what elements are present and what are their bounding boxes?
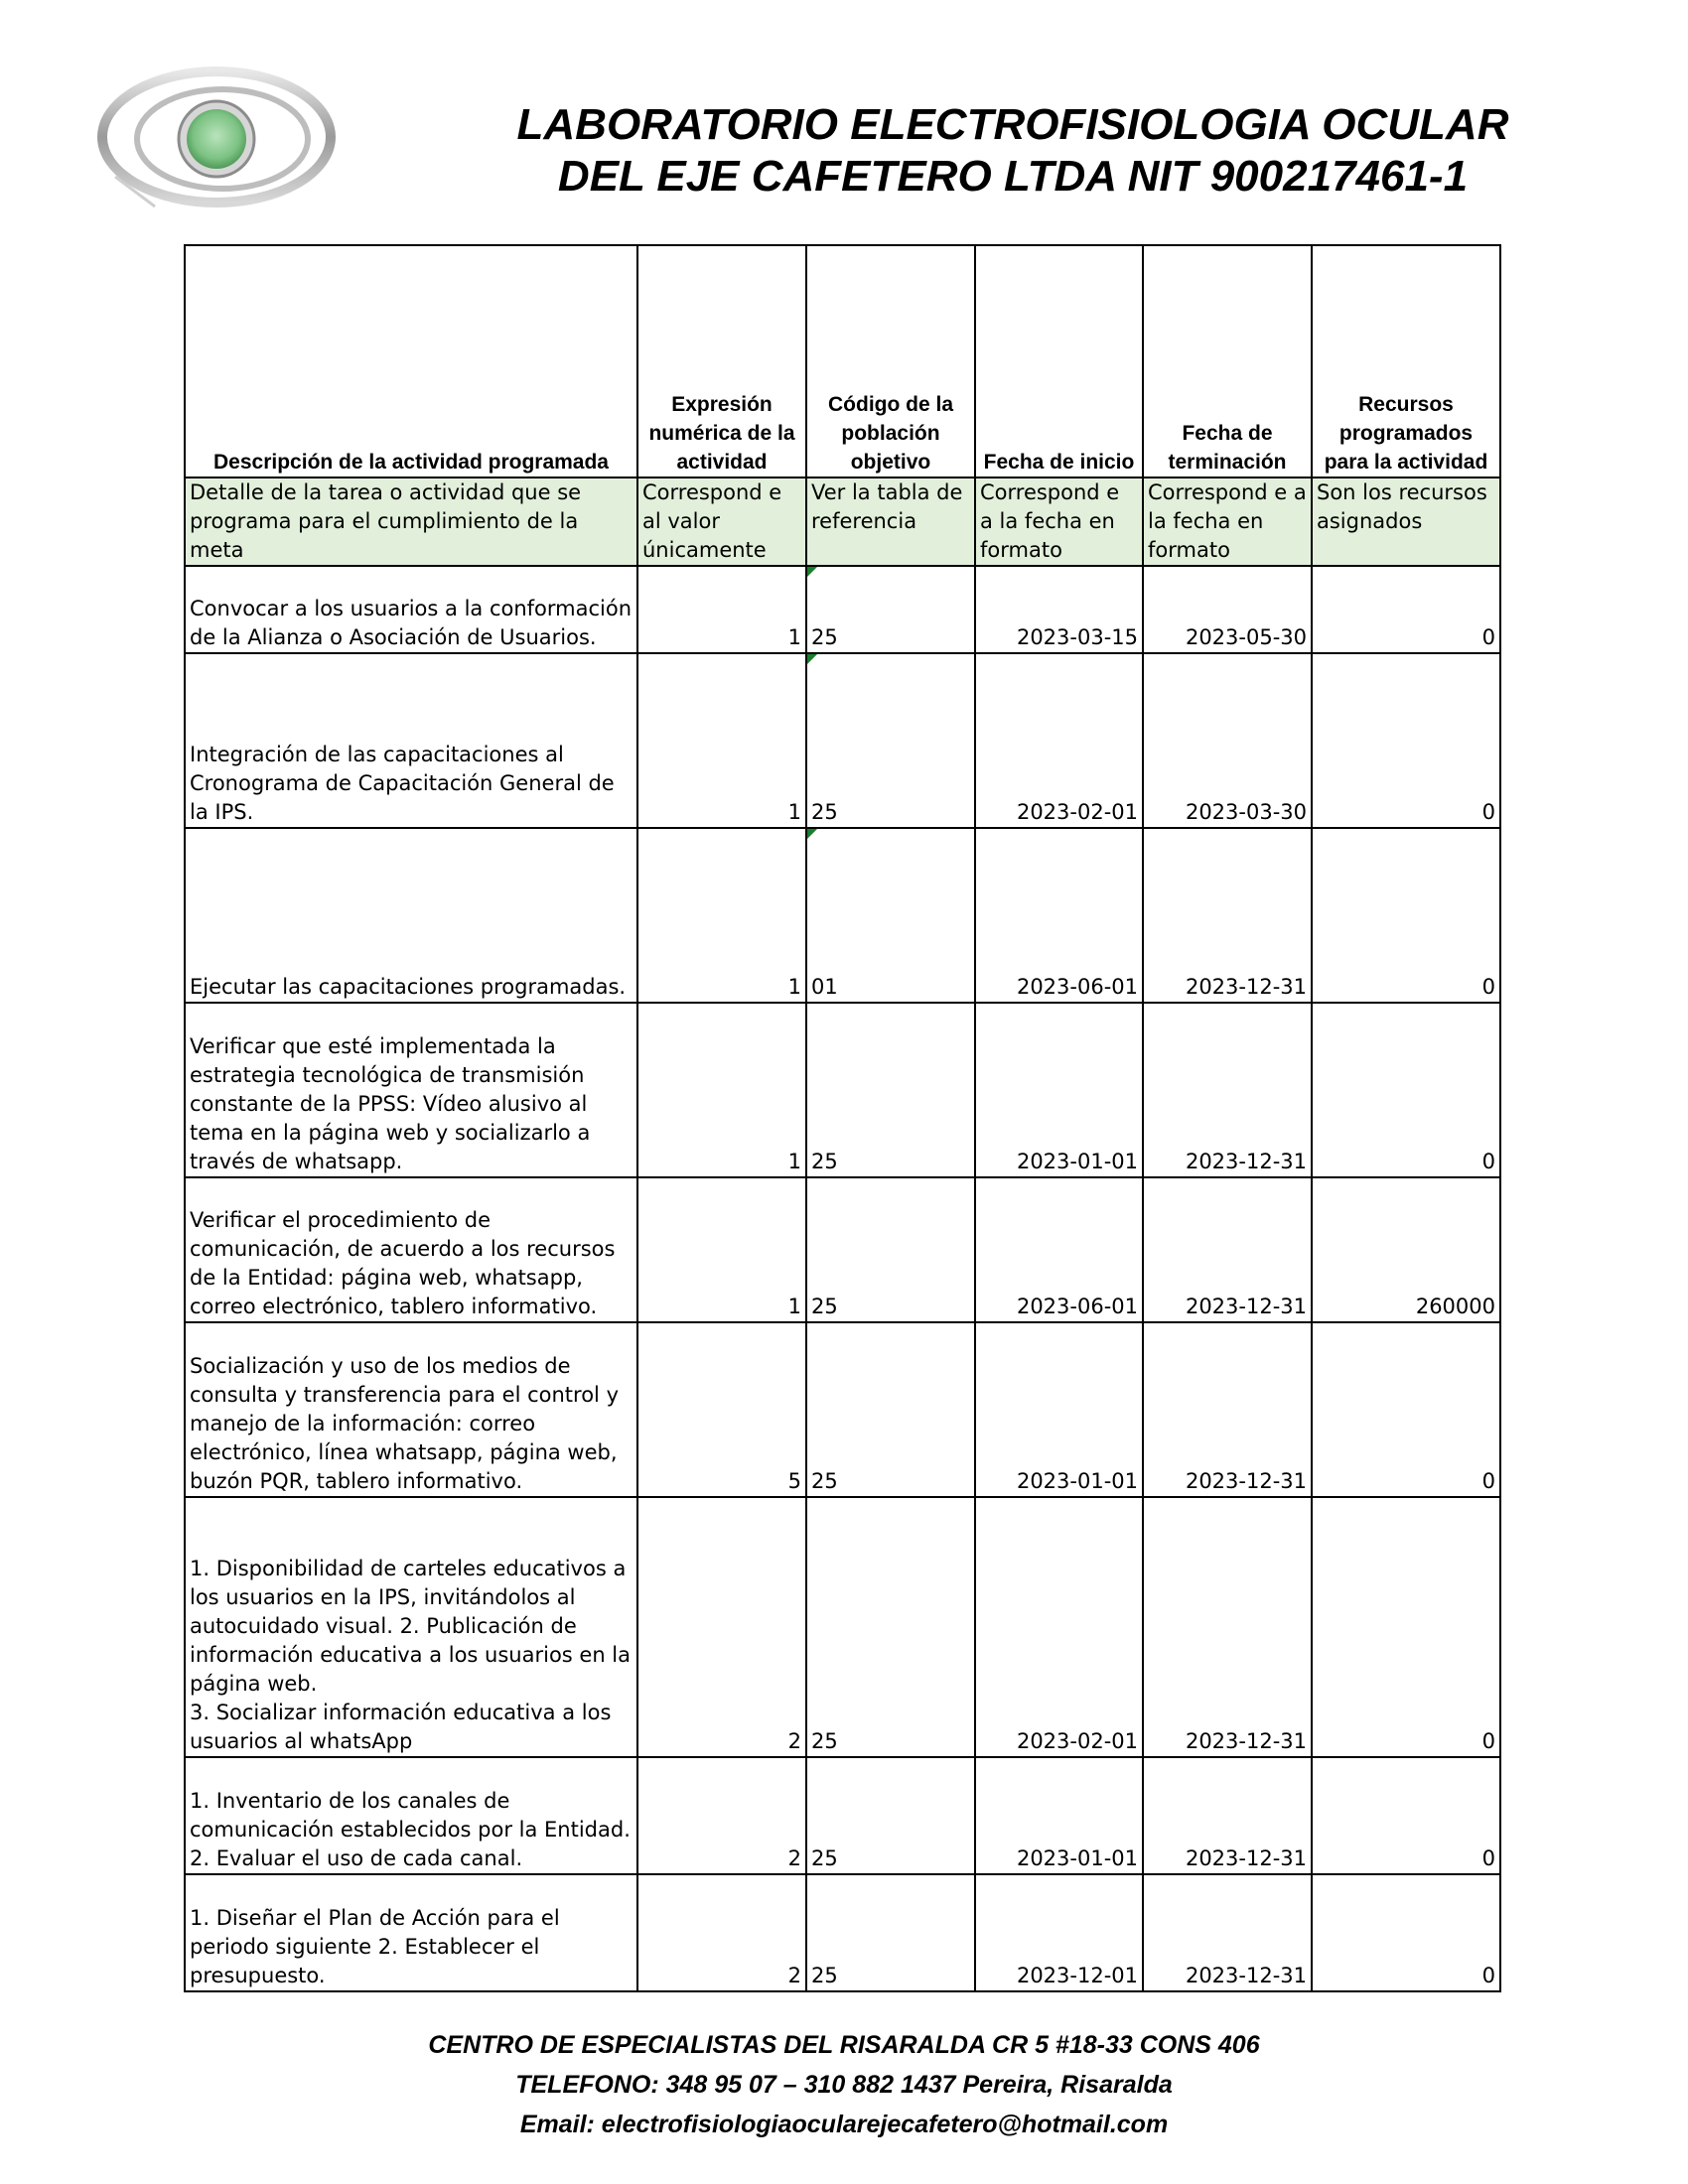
cell-population-code: 25 bbox=[806, 653, 975, 828]
comment-marker-icon bbox=[807, 829, 817, 839]
activities-table bbox=[184, 244, 1501, 1992]
cell-start-date: 2023-01-01 bbox=[975, 1322, 1143, 1497]
cell-population-code: 25 bbox=[806, 1757, 975, 1874]
detail-start-date: Correspond e a la fecha en formato bbox=[975, 478, 1143, 566]
cell-resources: 0 bbox=[1312, 1757, 1500, 1874]
header-start-date: Fecha de inicio bbox=[975, 245, 1143, 478]
cell-numeric-expression: 1 bbox=[637, 828, 806, 1003]
cell-start-date: 2023-01-01 bbox=[975, 1003, 1143, 1177]
cell-resources: 0 bbox=[1312, 828, 1500, 1003]
cell-resources: 0 bbox=[1312, 1497, 1500, 1757]
cell-resources: 0 bbox=[1312, 1322, 1500, 1497]
footer-phone: TELEFONO: 348 95 07 – 310 882 1437 Pereira, Risaralda bbox=[515, 2071, 1173, 2099]
comment-marker-icon bbox=[807, 567, 817, 577]
cell-end-date: 2023-12-31 bbox=[1143, 1322, 1312, 1497]
cell-start-date: 2023-01-01 bbox=[975, 1757, 1143, 1874]
cell-description: Socialización y uso de los medios de consulta y transferencia para el control y manejo de la información: correo electrónico, línea whatsapp, página web, buzón PQR, tablero informativo. bbox=[185, 1322, 637, 1497]
footer-address: CENTRO DE ESPECIALISTAS DEL RISARALDA CR 5 #18-33 CONS 406 bbox=[428, 2031, 1260, 2059]
cell-description: Verificar el procedimiento de comunicación, de acuerdo a los recursos de la Entidad: página web, whatsapp, correo electrónico, tablero informativo. bbox=[185, 1177, 637, 1322]
table-row bbox=[185, 1874, 1500, 1991]
cell-end-date: 2023-03-30 bbox=[1143, 653, 1312, 828]
cell-numeric-expression: 5 bbox=[637, 1322, 806, 1497]
title-line-2: DEL EJE CAFETERO LTDA NIT 900217461-1 bbox=[557, 152, 1469, 201]
cell-end-date: 2023-12-31 bbox=[1143, 1497, 1312, 1757]
table-row bbox=[185, 1497, 1500, 1757]
cell-end-date: 2023-12-31 bbox=[1143, 1003, 1312, 1177]
table-header-row bbox=[185, 245, 1500, 478]
cell-numeric-expression: 1 bbox=[637, 653, 806, 828]
document-title bbox=[397, 99, 1628, 203]
cell-description: Convocar a los usuarios a la conformación de la Alianza o Asociación de Usuarios. bbox=[185, 566, 637, 653]
cell-end-date: 2023-12-31 bbox=[1143, 828, 1312, 1003]
detail-row bbox=[185, 478, 1500, 566]
cell-end-date: 2023-05-30 bbox=[1143, 566, 1312, 653]
cell-start-date: 2023-06-01 bbox=[975, 828, 1143, 1003]
cell-population-code: 01 bbox=[806, 828, 975, 1003]
cell-population-code: 25 bbox=[806, 1003, 975, 1177]
cell-description: Integración de las capacitaciones al Cronograma de Capacitación General de la IPS. bbox=[185, 653, 637, 828]
cell-end-date: 2023-12-31 bbox=[1143, 1757, 1312, 1874]
cell-resources: 260000 bbox=[1312, 1177, 1500, 1322]
cell-resources: 0 bbox=[1312, 1874, 1500, 1991]
footer-email: Email: electrofisiologiaocularejecafetero@hotmail.com bbox=[519, 2111, 1169, 2138]
header-numeric-expression: Expresión numérica de la actividad bbox=[637, 245, 806, 478]
cell-description: 1. Disponibilidad de carteles educativos a los usuarios en la IPS, invitándolos al autocuidado visual. 2. Publicación de información educativa a los usuarios en la página web. 3. Socializar información educativa a los usuarios al whatsApp bbox=[185, 1497, 637, 1757]
header-resources: Recursos programados para la actividad bbox=[1312, 245, 1500, 478]
cell-resources: 0 bbox=[1312, 1003, 1500, 1177]
cell-numeric-expression: 2 bbox=[637, 1874, 806, 1991]
cell-description: Verificar que esté implementada la estrategia tecnológica de transmisión constante de la PPSS: Vídeo alusivo al tema en la página web y socializarlo a través de whatsapp. bbox=[185, 1003, 637, 1177]
eye-logo-icon bbox=[95, 58, 340, 218]
cell-numeric-expression: 2 bbox=[637, 1497, 806, 1757]
detail-numeric-expression: Correspond e al valor únicamente bbox=[637, 478, 806, 566]
header-description: Descripción de la actividad programada bbox=[185, 245, 637, 478]
page-footer bbox=[199, 2025, 1489, 2144]
table-row bbox=[185, 566, 1500, 653]
cell-population-code: 25 bbox=[806, 1874, 975, 1991]
cell-description: 1. Diseñar el Plan de Acción para el periodo siguiente 2. Establecer el presupuesto. bbox=[185, 1874, 637, 1991]
detail-end-date: Correspond e a la fecha en formato bbox=[1143, 478, 1312, 566]
header-end-date: Fecha de terminación bbox=[1143, 245, 1312, 478]
cell-start-date: 2023-02-01 bbox=[975, 653, 1143, 828]
cell-start-date: 2023-12-01 bbox=[975, 1874, 1143, 1991]
cell-start-date: 2023-06-01 bbox=[975, 1177, 1143, 1322]
detail-resources: Son los recursos asignados bbox=[1312, 478, 1500, 566]
cell-population-code: 25 bbox=[806, 566, 975, 653]
table-row bbox=[185, 1757, 1500, 1874]
table-row bbox=[185, 653, 1500, 828]
cell-description: 1. Inventario de los canales de comunicación establecidos por la Entidad. 2. Evaluar el uso de cada canal. bbox=[185, 1757, 637, 1874]
cell-numeric-expression: 2 bbox=[637, 1757, 806, 1874]
table-row bbox=[185, 828, 1500, 1003]
detail-description: Detalle de la tarea o actividad que se programa para el cumplimiento de la meta bbox=[185, 478, 637, 566]
table-row bbox=[185, 1177, 1500, 1322]
title-line-1: LABORATORIO ELECTROFISIOLOGIA OCULAR bbox=[516, 100, 1509, 149]
cell-end-date: 2023-12-31 bbox=[1143, 1177, 1312, 1322]
cell-population-code: 25 bbox=[806, 1497, 975, 1757]
header-population-code: Código de la población objetivo bbox=[806, 245, 975, 478]
cell-resources: 0 bbox=[1312, 566, 1500, 653]
cell-numeric-expression: 1 bbox=[637, 1003, 806, 1177]
cell-resources: 0 bbox=[1312, 653, 1500, 828]
cell-numeric-expression: 1 bbox=[637, 1177, 806, 1322]
comment-marker-icon bbox=[807, 654, 817, 664]
table-row bbox=[185, 1003, 1500, 1177]
cell-start-date: 2023-03-15 bbox=[975, 566, 1143, 653]
table-row bbox=[185, 1322, 1500, 1497]
cell-start-date: 2023-02-01 bbox=[975, 1497, 1143, 1757]
cell-description: Ejecutar las capacitaciones programadas. bbox=[185, 828, 637, 1003]
cell-numeric-expression: 1 bbox=[637, 566, 806, 653]
detail-population-code: Ver la tabla de referencia bbox=[806, 478, 975, 566]
cell-population-code: 25 bbox=[806, 1322, 975, 1497]
cell-end-date: 2023-12-31 bbox=[1143, 1874, 1312, 1991]
cell-population-code: 25 bbox=[806, 1177, 975, 1322]
